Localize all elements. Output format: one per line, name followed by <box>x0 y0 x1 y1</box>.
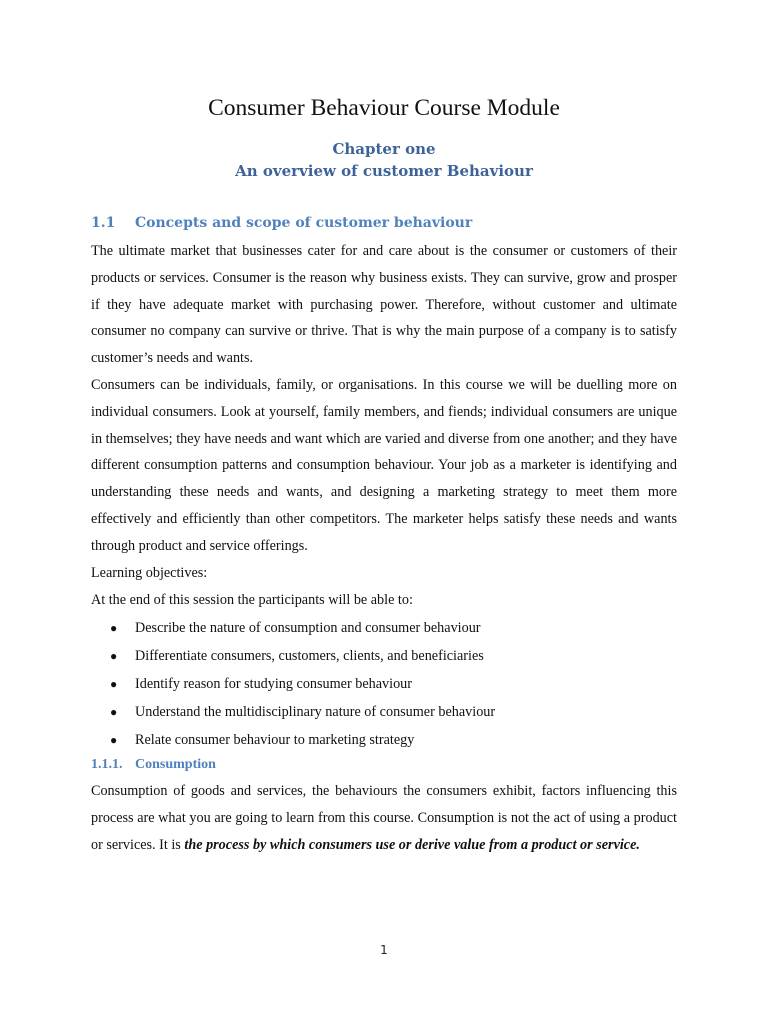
definition-emphasis: the process by which consumers use or derive value from a product or service. <box>184 836 640 853</box>
section-paragraph-2: Consumers can be individuals, family, or organisations. In this course we will be duelling more on individual consumers. Look at yourself, family members, and fiends; individual consumers are unique in themselves; they have needs and want which are varied and diverse from one another; and they have different consumption patterns and consumption behaviour. Your job as a marketer is identifying and understanding these needs and wants, and designing a marketing strategy to meet them more effectively and efficiently than other competitors. The marketer helps satisfy these needs and wants through product and service offerings. <box>91 377 677 554</box>
learning-objectives-label: Learning objectives: <box>91 565 208 581</box>
subsection-paragraph-text: Consumption of goods and services, the behaviours the consumers exhibit, factors influencing this process are what you are going to learn from this course. Consumption is not the act of using a product or services. It is <box>91 783 677 853</box>
page-number: 1 <box>380 943 388 957</box>
bullet-icon: ● <box>110 677 118 691</box>
section-heading <box>91 212 691 234</box>
objectives-intro: At the end of this session the participants will be able to: <box>91 592 413 608</box>
list-item: ● Differentiate consumers, customers, clients, and beneficiaries <box>110 642 680 670</box>
section-number: 1.1 <box>91 215 116 231</box>
document-title: Consumer Behaviour Course Module <box>208 95 560 121</box>
bullet-icon: ● <box>110 621 118 635</box>
bullet-icon: ● <box>110 649 118 663</box>
list-item: ● Understand the multidisciplinary nature of consumer behaviour <box>110 698 680 726</box>
list-item: ● Identify reason for studying consumer behaviour <box>110 670 680 698</box>
chapter-label: Chapter one <box>332 140 436 158</box>
objectives-list <box>110 614 680 754</box>
bullet-icon: ● <box>110 733 118 747</box>
bullet-icon: ● <box>110 705 118 719</box>
section-title: Concepts and scope of customer behaviour <box>135 215 473 231</box>
section-paragraph-1: The ultimate market that businesses cater for and care about is the consumer or customers of their products or services. Consumer is the reason why business exists. They can survive, grow and prosper if they have adequate market with purchasing power. Therefore, without customer and ultimate consumer no company can survive or thrive. That is why the main purpose of a company is to satisfy customer’s needs and wants. <box>91 243 677 367</box>
list-item: ● Relate consumer behaviour to marketing strategy <box>110 726 680 754</box>
subsection-number: 1.1.1. <box>91 757 123 772</box>
list-item: ● Describe the nature of consumption and consumer behaviour <box>110 614 680 642</box>
subsection-paragraph <box>91 778 677 858</box>
subsection-title: Consumption <box>135 757 216 772</box>
subsection-heading <box>91 754 591 776</box>
chapter-title: An overview of customer Behaviour <box>235 162 533 180</box>
